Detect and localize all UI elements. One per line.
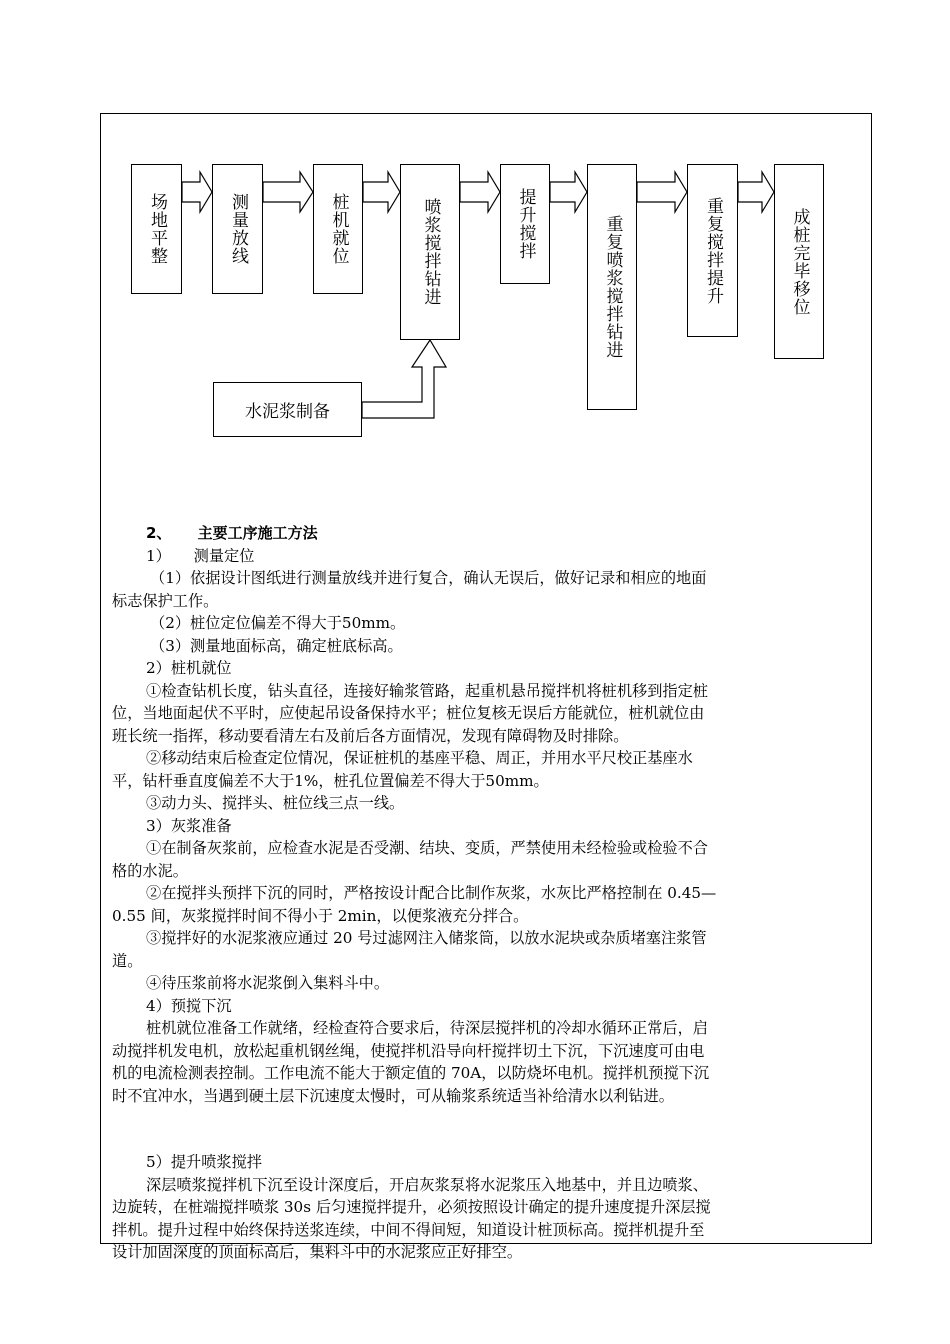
- arrow-8: [362, 340, 446, 418]
- paragraph: ①检查钻机长度，钻头直径，连接好输浆管路，起重机悬吊搅拌机将桩机移到指定桩: [146, 681, 708, 700]
- paragraph: 机的电流检测表控制。工作电流不能大于额定值的 70A，以防烧坏电机。搅拌机预搅下沉: [112, 1064, 710, 1082]
- subsection-title: 4）预搅下沉: [146, 996, 232, 1015]
- flow-step-label: 重复搅拌提升: [703, 196, 723, 305]
- flow-step-survey: [212, 164, 263, 294]
- paragraph: 深层喷浆搅拌机下沉至设计深度后，开启灰浆泵将水泥浆压入地基中，并且边喷浆、: [146, 1175, 708, 1194]
- arrow-5: [550, 172, 587, 212]
- document-body: [112, 522, 864, 1264]
- paragraph: （2）桩位定位偏差不得大于50mm。: [150, 614, 406, 632]
- flow-step-repeat-lift: [687, 164, 738, 337]
- paragraph: 动搅拌机发电机，放松起重机钢丝绳，使搅拌机沿导向杆搅拌切土下沉，下沉速度可由电: [112, 1041, 705, 1060]
- flow-step-site-leveling: [131, 164, 182, 294]
- flow-input-cement-slurry: [213, 382, 362, 437]
- paragraph: ②在搅拌头预拌下沉的同时，严格按设计配合比制作灰浆，水灰比严格控制在 0.45—: [146, 884, 717, 902]
- flow-step-label: 重复喷浆搅拌钻进: [602, 215, 623, 359]
- section-title: 主要工序施工方法: [197, 524, 318, 542]
- flow-input-label: 水泥浆制备: [245, 402, 330, 422]
- flow-step-label: 场地平整: [147, 193, 167, 265]
- section-heading: [112, 522, 864, 545]
- paragraph: ④待压浆前将水泥浆倒入集料斗中。: [146, 974, 389, 992]
- arrow-4: [460, 172, 500, 212]
- flow-step-label: 成桩完毕移位: [789, 207, 810, 316]
- arrow-1: [182, 172, 212, 212]
- arrow-3: [363, 172, 400, 212]
- flow-step-spray-drill: [400, 164, 460, 340]
- paragraph: ②移动结束后检查定位情况，保证桩机的基座平稳、周正，并用水平尺校正基座水: [146, 749, 693, 767]
- paragraph: 位，当地面起伏不平时，应使起吊设备保持水平；桩位复核无误后方能就位，桩机就位由: [112, 704, 705, 722]
- subsection-title: 3）灰浆准备: [146, 816, 232, 835]
- paragraph: 桩机就位准备工作就绪，经检查符合要求后，待深层搅拌机的冷却水循环正常后，启: [146, 1019, 708, 1037]
- section-number: 2、: [146, 524, 172, 542]
- paragraph: ①在制备灰浆前，应检查水泥是否受潮、结块、变质，严禁使用未经检验或检验不合: [146, 839, 708, 857]
- paragraph: 标志保护工作。: [112, 591, 219, 610]
- flow-step-complete-move: [774, 164, 824, 359]
- paragraph: ③搅拌好的水泥浆液应通过 20 号过滤网注入储浆筒，以放水泥块或杂质堵塞注浆管: [146, 929, 707, 947]
- paragraph: ③动力头、搅拌头、桩位线三点一线。: [146, 794, 405, 812]
- subsection-title: 5）提升喷浆搅拌: [146, 1153, 262, 1171]
- paragraph: 道。: [112, 951, 143, 970]
- flow-step-repeat-spray-drill: [587, 164, 637, 410]
- subsection-title: 2）桩机就位: [146, 659, 232, 677]
- arrow-7: [738, 172, 774, 212]
- paragraph: 格的水泥。: [112, 861, 188, 880]
- paragraph: 拌机。提升过程中始终保持送浆连续，中间不得间短，知道设计桩顶标高。搅拌机提升至: [112, 1220, 705, 1239]
- flow-step-label: 桩机就位: [328, 193, 349, 265]
- flow-step-label: 提升搅拌: [515, 188, 536, 260]
- flow-step-lift-mix: [500, 164, 550, 284]
- paragraph: 平，钻杆垂直度偏差不大于1%，桩孔位置偏差不得大于50mm。: [112, 771, 549, 790]
- subsection-title: 1） 测量定位: [146, 546, 255, 565]
- flow-step-label: 喷浆搅拌钻进: [420, 198, 441, 306]
- flow-step-label: 测量放线: [228, 193, 248, 265]
- paragraph: 0.55 间，灰浆搅拌时间不得小于 2min，以便浆液充分拌合。: [112, 906, 529, 925]
- paragraph: （3）测量地面标高，确定桩底标高。: [150, 636, 403, 655]
- paragraph: 时不宜冲水，当遇到硬土层下沉速度太慢时，可从输浆系统适当补给清水以利钻进。: [112, 1086, 674, 1105]
- paragraph: （1）依据设计图纸进行测量放线并进行复合，确认无误后，做好记录和相应的地面: [150, 569, 707, 587]
- paragraph: 设计加固深度的顶面标高后，集料斗中的水泥浆应正好排空。: [112, 1243, 523, 1261]
- arrow-2: [263, 172, 313, 212]
- paragraph: 边旋转，在桩端搅拌喷浆 30s 后匀速搅拌提升，必须按照设计确定的提升速度提升深层搅: [112, 1198, 711, 1216]
- flow-step-rig-position: [313, 164, 363, 294]
- paragraph: 班长统一指挥，移动要看清左右及前后各方面情况，发现有障碍物及时排除。: [112, 726, 629, 745]
- arrow-6: [637, 172, 687, 212]
